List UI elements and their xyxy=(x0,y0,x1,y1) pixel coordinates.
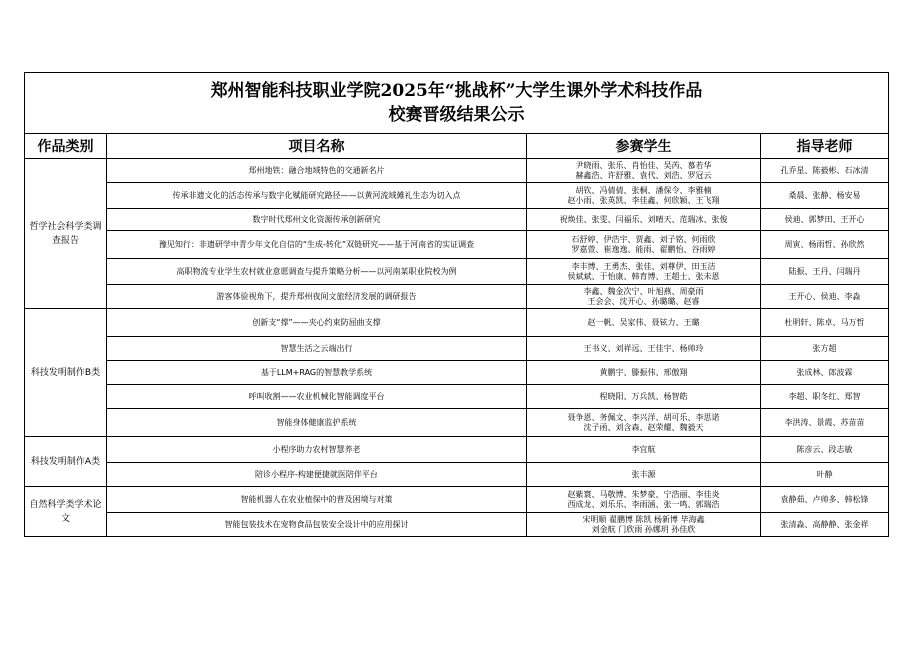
header-teachers: 指导老师 xyxy=(761,134,889,159)
students-cell xyxy=(527,159,761,183)
table-row xyxy=(25,231,889,259)
students-cell xyxy=(527,183,761,209)
student-line: 西成龙、刘乐乐、李雨涵、张一鸣、郭瑞浩 xyxy=(567,499,720,509)
teachers-cell: 袁静茹、卢帅多、韩松锋 xyxy=(761,487,889,513)
student-line: 李丰博、王勇杰、张佳、刘尊伊、田玉洁 xyxy=(571,261,716,271)
category-cell: 自然科学类学术论文 xyxy=(25,487,107,537)
table-row xyxy=(25,385,889,409)
table-row xyxy=(25,183,889,209)
project-name-cell: 创新支“撑”——夹心约束防屈曲支撑 xyxy=(107,309,527,337)
student-line: 石舒婷、伊浩宇、贾鑫、刘子铭、何雨欣 xyxy=(571,234,716,244)
project-name-cell: 郑州地铁：融合地域特色的交通新名片 xyxy=(107,159,527,183)
title-line-1: 郑州智能科技职业学院2025年“挑战杯”大学生课外学术科技作品 xyxy=(210,81,703,101)
teachers-cell: 孔乔星、陈毅彬、石冰清 xyxy=(761,159,889,183)
table-row xyxy=(25,285,889,309)
table-header-row xyxy=(25,134,889,159)
teachers-cell: 桑晨、张静、杨安易 xyxy=(761,183,889,209)
header-students: 参赛学生 xyxy=(527,134,761,159)
table-row xyxy=(25,409,889,437)
student-line: 胡钦、冯倩倩、张桐、潘保令、李雅楠 xyxy=(575,185,712,195)
students-cell xyxy=(527,337,761,361)
results-table xyxy=(24,72,889,537)
teachers-cell: 陈彦云、段志敏 xyxy=(761,437,889,463)
page-title xyxy=(25,73,889,134)
student-line: 聂争恩、务佩文、李兴洋、胡可乐、李思诺 xyxy=(567,412,720,422)
student-line: 沈子函、刘含森、赵荣耀、魏毅天 xyxy=(583,422,704,432)
students-cell xyxy=(527,285,761,309)
students-cell xyxy=(527,309,761,337)
student-line: 黄鹏宇、滕振伟、邢傲翔 xyxy=(599,367,688,377)
table-row xyxy=(25,259,889,285)
teachers-cell: 李超、职冬红、郑智 xyxy=(761,385,889,409)
students-cell xyxy=(527,487,761,513)
students-cell xyxy=(527,463,761,487)
table-row xyxy=(25,513,889,537)
table-row xyxy=(25,159,889,183)
project-name-cell: 智能身体健康监护系统 xyxy=(107,409,527,437)
project-name-cell: 小程序助力农村智慧养老 xyxy=(107,437,527,463)
students-cell xyxy=(527,259,761,285)
category-cell: 科技发明制作A类 xyxy=(25,437,107,487)
students-cell xyxy=(527,513,761,537)
table-row xyxy=(25,209,889,231)
project-name-cell: 高职物流专业学生农村就业意愿调查与提升策略分析——以河南某职业院校为例 xyxy=(107,259,527,285)
title-line-2: 校赛晋级结果公示 xyxy=(388,105,525,125)
student-line: 张丰源 xyxy=(631,469,656,479)
category-cell: 哲学社会科学类调查报告 xyxy=(25,159,107,309)
teachers-cell: 陆振、王丹、闫瑞丹 xyxy=(761,259,889,285)
student-line: 李宜航 xyxy=(631,444,656,454)
student-line: 刘金航 门欣雨 孙娜玥 孙佳欣 xyxy=(591,524,696,534)
student-line: 赵一帆、吴家伟、聂铉力、王璐 xyxy=(587,317,700,327)
project-name-cell: 基于LLM+RAG的智慧教学系统 xyxy=(107,361,527,385)
student-line: 赵小雨、张英凯、李佳鑫、何欣颖、王飞翔 xyxy=(567,195,720,205)
project-name-cell: 智能机器人在农业植保中的普及困境与对策 xyxy=(107,487,527,513)
project-name-cell: 呼叫收割——农业机械化智能调度平台 xyxy=(107,385,527,409)
student-line: 赫鑫浩、许舒雅、袁代、刘浩、罗冠云 xyxy=(575,170,712,180)
student-line: 侯斌斌、于怡康、韩育博、王超士、张未恩 xyxy=(567,271,720,281)
table-row xyxy=(25,437,889,463)
project-name-cell: 陪诊小程序-构建便捷就医陪伴平台 xyxy=(107,463,527,487)
table-row xyxy=(25,463,889,487)
student-line: 宋明顺 翟鹏博 陈凯 杨新博 毕海鑫 xyxy=(582,514,705,524)
teachers-cell: 侯迪、郭梦田、王开心 xyxy=(761,209,889,231)
student-line: 王会会、沈开心、孙璐璐、赵睿 xyxy=(587,296,700,306)
student-line: 祝焕佳、张雯、闫福乐、刘晴天、范瑞冰、张俊 xyxy=(559,214,728,224)
teachers-cell: 周寅、杨雨哲、孙欣然 xyxy=(761,231,889,259)
project-name-cell: 传承非遗文化的活态传承与数字化赋能研究路径——以黄河流域傩礼生态为切入点 xyxy=(107,183,527,209)
teachers-cell: 杜明轩、陈卓、马万哲 xyxy=(761,309,889,337)
project-name-cell: 豫见知行：非遗研学中青少年文化自信的“生成-转化”双链研究——基于河南省的实证调查 xyxy=(107,231,527,259)
teachers-cell: 叶静 xyxy=(761,463,889,487)
teachers-cell: 王开心、侯迪、李淼 xyxy=(761,285,889,309)
student-line: 李鑫、魏金次宁、叶旭燕、周豪雨 xyxy=(583,286,704,296)
table-row xyxy=(25,361,889,385)
student-line: 王书义、刘祥远、王佳宇、杨帅玲 xyxy=(583,343,704,353)
header-category: 作品类别 xyxy=(25,134,107,159)
header-project: 项目名称 xyxy=(107,134,527,159)
students-cell xyxy=(527,385,761,409)
results-document xyxy=(24,72,888,537)
teachers-cell: 张成林、郎波霖 xyxy=(761,361,889,385)
students-cell xyxy=(527,361,761,385)
table-row xyxy=(25,487,889,513)
category-cell: 科技发明制作B类 xyxy=(25,309,107,437)
project-name-cell: 游客体验视角下，提升郑州夜间文旅经济发展的调研报告 xyxy=(107,285,527,309)
students-cell xyxy=(527,409,761,437)
table-row xyxy=(25,309,889,337)
student-line: 罗嘉萱、崔逸逸、能雨、翟鹏怡、谷雨婷 xyxy=(571,244,716,254)
students-cell xyxy=(527,437,761,463)
student-line: 尹晓雨、张乐、肖怡佳、吴芮、慕若华 xyxy=(575,160,712,170)
students-cell xyxy=(527,209,761,231)
student-line: 赵紫寰、马敬博、朱梦豪、宁浩丽、李佳炎 xyxy=(567,489,720,499)
student-line: 程晓阳、万兵凯、杨智皓 xyxy=(599,391,688,401)
teachers-cell: 张方超 xyxy=(761,337,889,361)
project-name-cell: 智能包装技术在宠物食品包装安全设计中的应用探讨 xyxy=(107,513,527,537)
students-cell xyxy=(527,231,761,259)
teachers-cell: 张清淼、高静静、张金祥 xyxy=(761,513,889,537)
table-row xyxy=(25,337,889,361)
project-name-cell: 智慧生活之云端出行 xyxy=(107,337,527,361)
teachers-cell: 李洪涛、景霞、苏苗苗 xyxy=(761,409,889,437)
project-name-cell: 数字时代郑州文化资源传承创新研究 xyxy=(107,209,527,231)
